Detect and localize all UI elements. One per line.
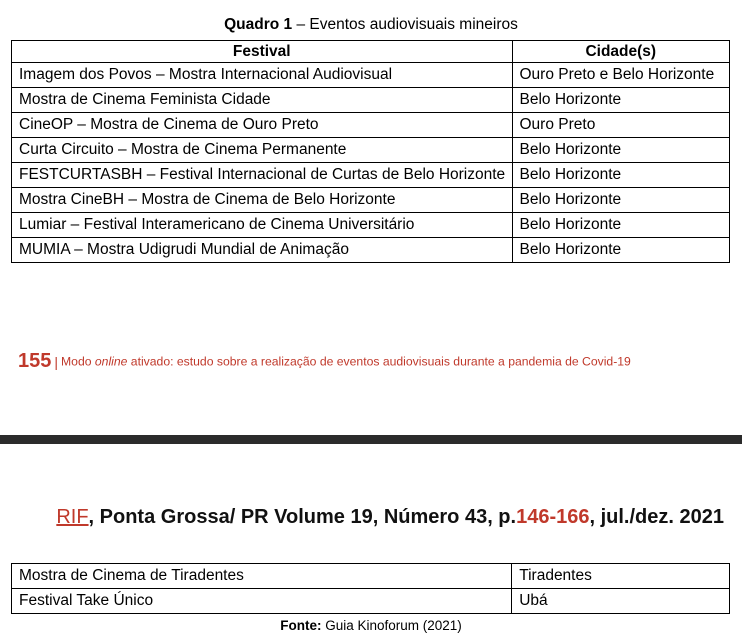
table-header-row [12,41,730,63]
festival-cell: MUMIA – Mostra Udigrudi Mundial de Animação [12,238,513,263]
caption-label: Quadro 1 [224,16,293,33]
table-row [12,238,730,263]
city-cell: Ouro Preto e Belo Horizonte [512,63,730,88]
city-cell: Belo Horizonte [512,138,730,163]
festival-cell: Imagem dos Povos – Mostra Internacional Audiovisual [12,63,513,88]
table-row [12,113,730,138]
table-row [12,88,730,113]
table-row [12,213,730,238]
page-divider [0,435,742,444]
festival-cell: Lumiar – Festival Interamericano de Cinema Universitário [12,213,513,238]
city-cell: Belo Horizonte [512,188,730,213]
festival-cell: Curta Circuito – Mostra de Cinema Permanente [12,138,513,163]
city-cell: Ubá [512,589,730,614]
festival-table-continued [11,563,730,614]
page-number: 155 [18,350,52,372]
source-text: Guia Kinoforum (2021) [321,618,462,633]
festival-cell: Mostra de Cinema Feminista Cidade [12,88,513,113]
column-header-festival: Festival [12,41,513,63]
festival-cell: Mostra de Cinema de Tiradentes [12,564,512,589]
table-row [12,63,730,88]
table-source [0,617,742,635]
table-row [12,564,730,589]
page-footer [18,350,631,373]
column-header-cidades: Cidade(s) [512,41,730,63]
festival-cell: Festival Take Único [12,589,512,614]
journal-pages: 146-166 [516,506,590,528]
city-cell: Belo Horizonte [512,238,730,263]
city-cell: Ouro Preto [512,113,730,138]
festival-cell: CineOP – Mostra de Cinema de Ouro Preto [12,113,513,138]
table-body [12,63,730,263]
table-row [12,163,730,188]
table-row [12,188,730,213]
footer-text-before: Modo [61,354,95,369]
table-caption [0,15,742,35]
footer-text [61,355,631,369]
journal-date: , jul./dez. 2021 [589,506,724,528]
journal-info: , Ponta Grossa/ PR Volume 19, Número 43, p. [88,506,517,528]
caption-text: – Eventos audiovisuais mineiros [292,16,518,33]
festival-cell: Mostra CineBH – Mostra de Cinema de Belo Horizonte [12,188,513,213]
city-cell: Tiradentes [512,564,730,589]
source-label: Fonte: [280,618,322,633]
city-cell: Belo Horizonte [512,213,730,238]
table-row [12,138,730,163]
city-cell: Belo Horizonte [512,163,730,188]
festival-table [11,40,730,263]
footer-text-italic: online [94,354,128,369]
journal-link[interactable]: RIF [56,506,89,528]
journal-header [56,506,724,529]
footer-separator: | [54,353,59,370]
festival-cell: FESTCURTASBH – Festival Internacional de Curtas de Belo Horizonte [12,163,513,188]
city-cell: Belo Horizonte [512,88,730,113]
footer-text-after: ativado: estudo sobre a realização de eventos audiovisuais durante a pandemia de Covid-19 [127,354,631,369]
table-body-continued [12,564,730,614]
table-row [12,589,730,614]
